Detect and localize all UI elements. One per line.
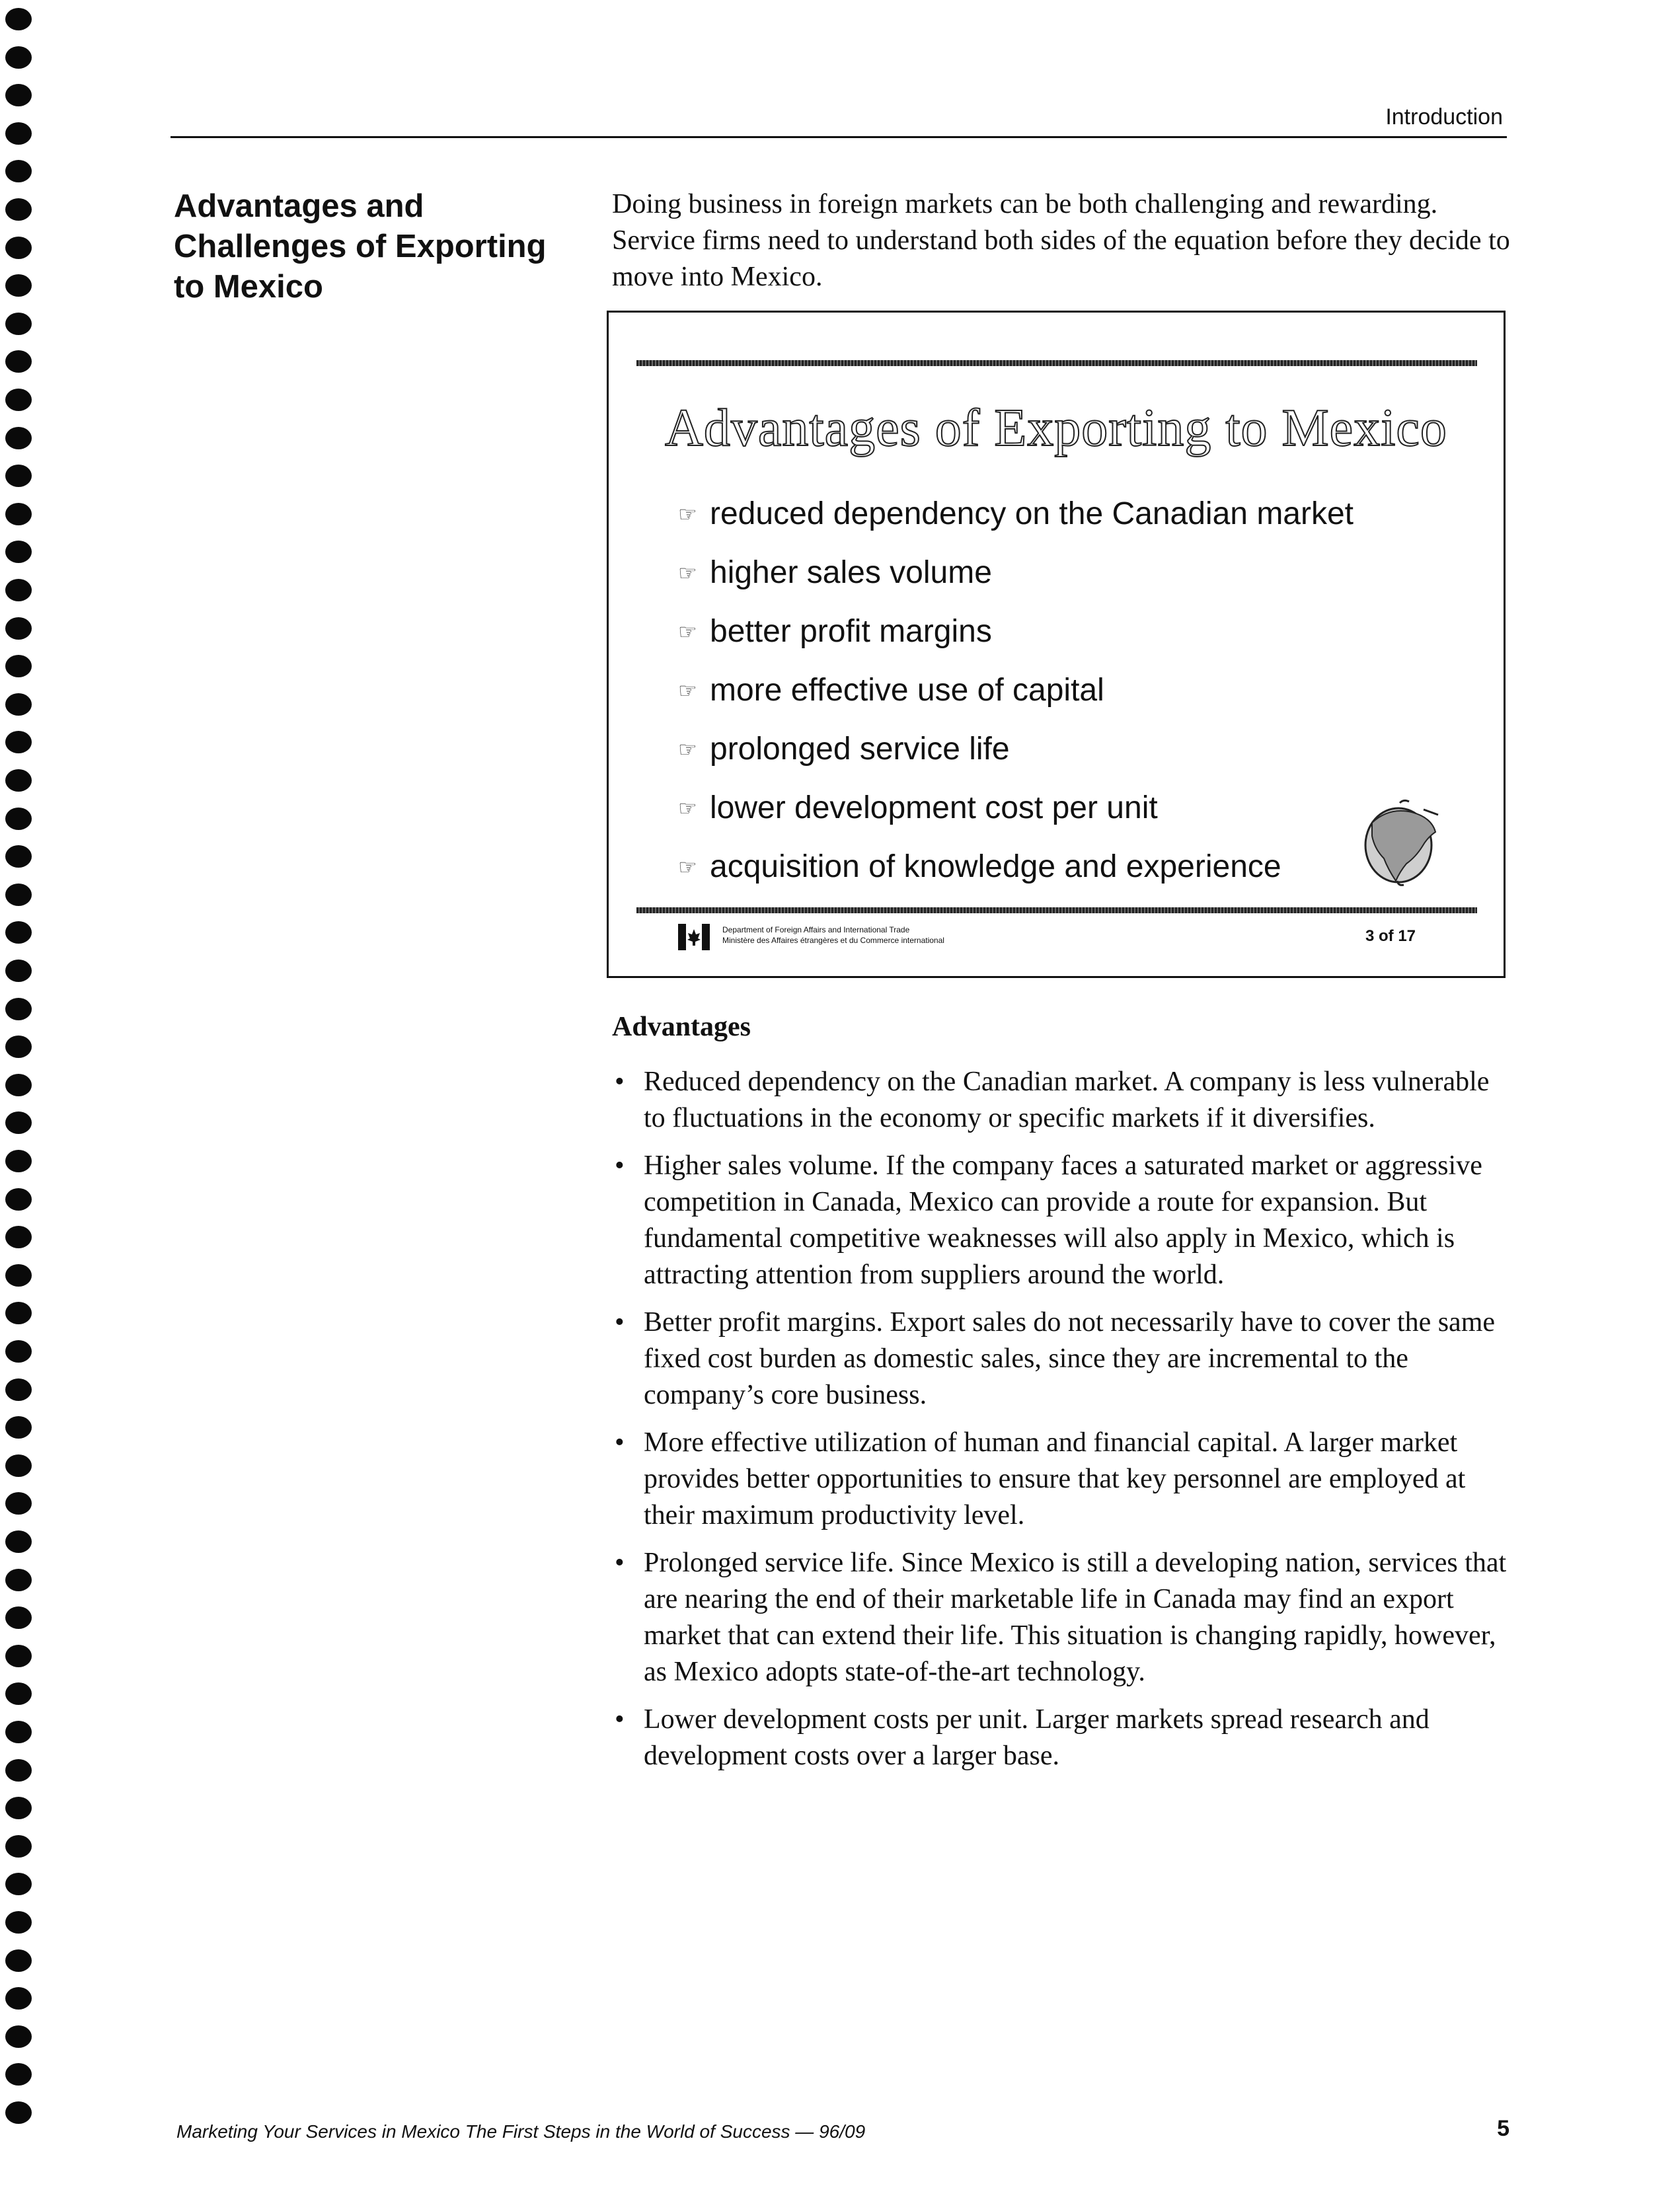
binding-hole — [5, 1835, 32, 1858]
advantage-text: Lower development costs per unit. Larger markets spread research and development costs over a larger base. — [644, 1704, 1430, 1771]
binding-hole — [5, 808, 32, 830]
section-label: Introduction — [1385, 104, 1503, 130]
binding-hole — [5, 1873, 32, 1895]
binding-hole — [5, 655, 32, 677]
binding-hole — [5, 465, 32, 487]
hand-pointer-icon: ☞ — [678, 678, 697, 702]
binding-hole — [5, 1226, 32, 1248]
binding-hole — [5, 122, 32, 145]
binding-hole — [5, 237, 32, 259]
advantages-list — [612, 1064, 1511, 1786]
binding-hole — [5, 921, 32, 944]
hand-pointer-icon: ☞ — [678, 502, 697, 526]
binding-hole — [5, 2101, 32, 2124]
bullet-icon: • — [615, 1307, 625, 1338]
side-heading-line: Advantages and — [174, 188, 424, 224]
page-number: 5 — [1497, 2116, 1509, 2141]
advantage-item — [612, 1148, 1511, 1293]
binding-hole — [5, 1416, 32, 1439]
slide-bullet-item — [678, 837, 1354, 896]
advantage-text: Reduced dependency on the Canadian market. A company is less vulnerable to fluctuations in the economy or specific markets if it diversifies. — [644, 1067, 1490, 1133]
side-heading — [174, 186, 570, 307]
binding-hole — [5, 1721, 32, 1743]
binding-hole — [5, 1074, 32, 1096]
canada-flag-icon — [678, 924, 710, 950]
advantage-item — [612, 1702, 1511, 1774]
slide-bullet-text: higher sales volume — [710, 555, 992, 590]
binding-hole — [5, 46, 32, 69]
advantage-item — [612, 1064, 1511, 1137]
department-name-en: Department of Foreign Affairs and International Trade — [722, 925, 910, 934]
binding-hole — [5, 541, 32, 563]
slide — [607, 311, 1506, 978]
binding-hole — [5, 1569, 32, 1591]
slide-bullet-text: acquisition of knowledge and experience — [710, 849, 1281, 884]
slide-bullet-text: reduced dependency on the Canadian market — [710, 496, 1354, 531]
hand-pointer-icon: ☞ — [678, 854, 697, 879]
advantage-item — [612, 1425, 1511, 1534]
binding-hole — [5, 198, 32, 221]
binding-hole — [5, 1797, 32, 1819]
binding-hole — [5, 1112, 32, 1134]
binding-hole — [5, 427, 32, 449]
slide-bullet-text: more effective use of capital — [710, 673, 1104, 708]
binding-hole — [5, 1759, 32, 1782]
hand-pointer-icon: ☞ — [678, 619, 697, 644]
binding-hole — [5, 1340, 32, 1363]
binding-hole — [5, 1454, 32, 1477]
slide-bullet-item — [678, 778, 1354, 837]
binding-hole — [5, 884, 32, 906]
binding-hole — [5, 998, 32, 1020]
binding-hole — [5, 8, 32, 30]
slide-bullet-text: prolonged service life — [710, 732, 1010, 767]
binding-hole — [5, 960, 32, 982]
binding-hole — [5, 1530, 32, 1553]
department-name — [722, 924, 944, 946]
footer-title: Marketing Your Services in Mexico The First Steps in the World of Success — 96/09 — [176, 2121, 866, 2142]
binding-hole — [5, 350, 32, 373]
slide-bullet-item — [678, 543, 1354, 602]
advantage-text: Higher sales volume. If the company faces a saturated market or aggressive competition in Canada, Mexico can provide a route for expansion. But fundamental competitive weaknesses will also apply in Mexico, which is attracting attention from suppliers around the world. — [644, 1150, 1482, 1290]
bullet-icon: • — [615, 1067, 625, 1097]
binding-hole — [5, 1150, 32, 1172]
slide-bullet-item — [678, 661, 1354, 720]
advantage-text: Better profit margins. Export sales do not necessarily have to cover the same fixed cost burden as domestic sales, since they are incremental to the company’s core business. — [644, 1307, 1496, 1410]
hand-pointer-icon: ☞ — [678, 560, 697, 585]
binding-hole — [5, 1492, 32, 1515]
binding-hole — [5, 731, 32, 753]
bullet-icon: • — [615, 1548, 625, 1578]
binding-hole — [5, 769, 32, 792]
hand-pointer-icon: ☞ — [678, 796, 697, 820]
slide-bullet-text: lower development cost per unit — [710, 790, 1158, 825]
bullet-icon: • — [615, 1150, 625, 1181]
binding-hole — [5, 160, 32, 182]
binding-hole — [5, 2063, 32, 2086]
slide-top-rule — [636, 360, 1477, 366]
binding-hole — [5, 1036, 32, 1058]
slide-bullet-item — [678, 720, 1354, 778]
binding-hole — [5, 2025, 32, 2048]
binding-hole — [5, 389, 32, 411]
bullet-icon: • — [615, 1704, 625, 1735]
hand-pointer-icon: ☞ — [678, 737, 697, 761]
slide-bullet-text: better profit margins — [710, 614, 992, 649]
binding-hole — [5, 1378, 32, 1401]
slide-title: Advantages of Exporting to Mexico — [665, 399, 1447, 457]
slide-bullet-item — [678, 602, 1354, 661]
advantage-item — [612, 1304, 1511, 1413]
binding-hole — [5, 1949, 32, 1972]
side-heading-line: Challenges of Exporting — [174, 229, 547, 264]
binding-hole — [5, 1645, 32, 1667]
advantages-heading: Advantages — [612, 1012, 751, 1042]
running-header — [171, 104, 1507, 138]
globe-icon — [1357, 798, 1443, 890]
intro-paragraph: Doing business in foreign markets can be both challenging and rewarding. Service firms need to understand both sides of the equation before they decide to move into Mexico. — [612, 189, 1510, 292]
binding-hole — [5, 274, 32, 297]
advantage-text: Prolonged service life. Since Mexico is still a developing nation, services that are nearing the end of their marketable life in Canada may find an export market that can extend their life. This situation is changing rapidly, however, as Mexico adopts state-of-the-art technology. — [644, 1548, 1507, 1687]
slide-bullet-list — [678, 484, 1354, 896]
binding-hole — [5, 579, 32, 601]
side-heading-line: to Mexico — [174, 269, 323, 305]
advantage-item — [612, 1545, 1511, 1690]
binding-hole — [5, 693, 32, 716]
binding-hole — [5, 313, 32, 335]
binding-hole — [5, 1264, 32, 1287]
binding-hole — [5, 1302, 32, 1324]
binding-hole — [5, 617, 32, 640]
slide-bullet-item — [678, 484, 1354, 543]
spiral-binding — [0, 0, 40, 2186]
binding-hole — [5, 1606, 32, 1629]
binding-hole — [5, 1188, 32, 1211]
binding-hole — [5, 1987, 32, 2010]
binding-hole — [5, 1682, 32, 1705]
department-name-fr: Ministère des Affaires étrangères et du Commerce international — [722, 936, 944, 945]
slide-bottom-rule — [636, 907, 1477, 913]
bullet-icon: • — [615, 1427, 625, 1458]
binding-hole — [5, 503, 32, 525]
slide-page-number: 3 of 17 — [1365, 927, 1416, 945]
binding-hole — [5, 845, 32, 868]
binding-hole — [5, 1911, 32, 1934]
advantage-text: More effective utilization of human and financial capital. A larger market provides better opportunities to ensure that key personnel are employed at their maximum productivity level. — [644, 1427, 1466, 1530]
binding-hole — [5, 84, 32, 106]
